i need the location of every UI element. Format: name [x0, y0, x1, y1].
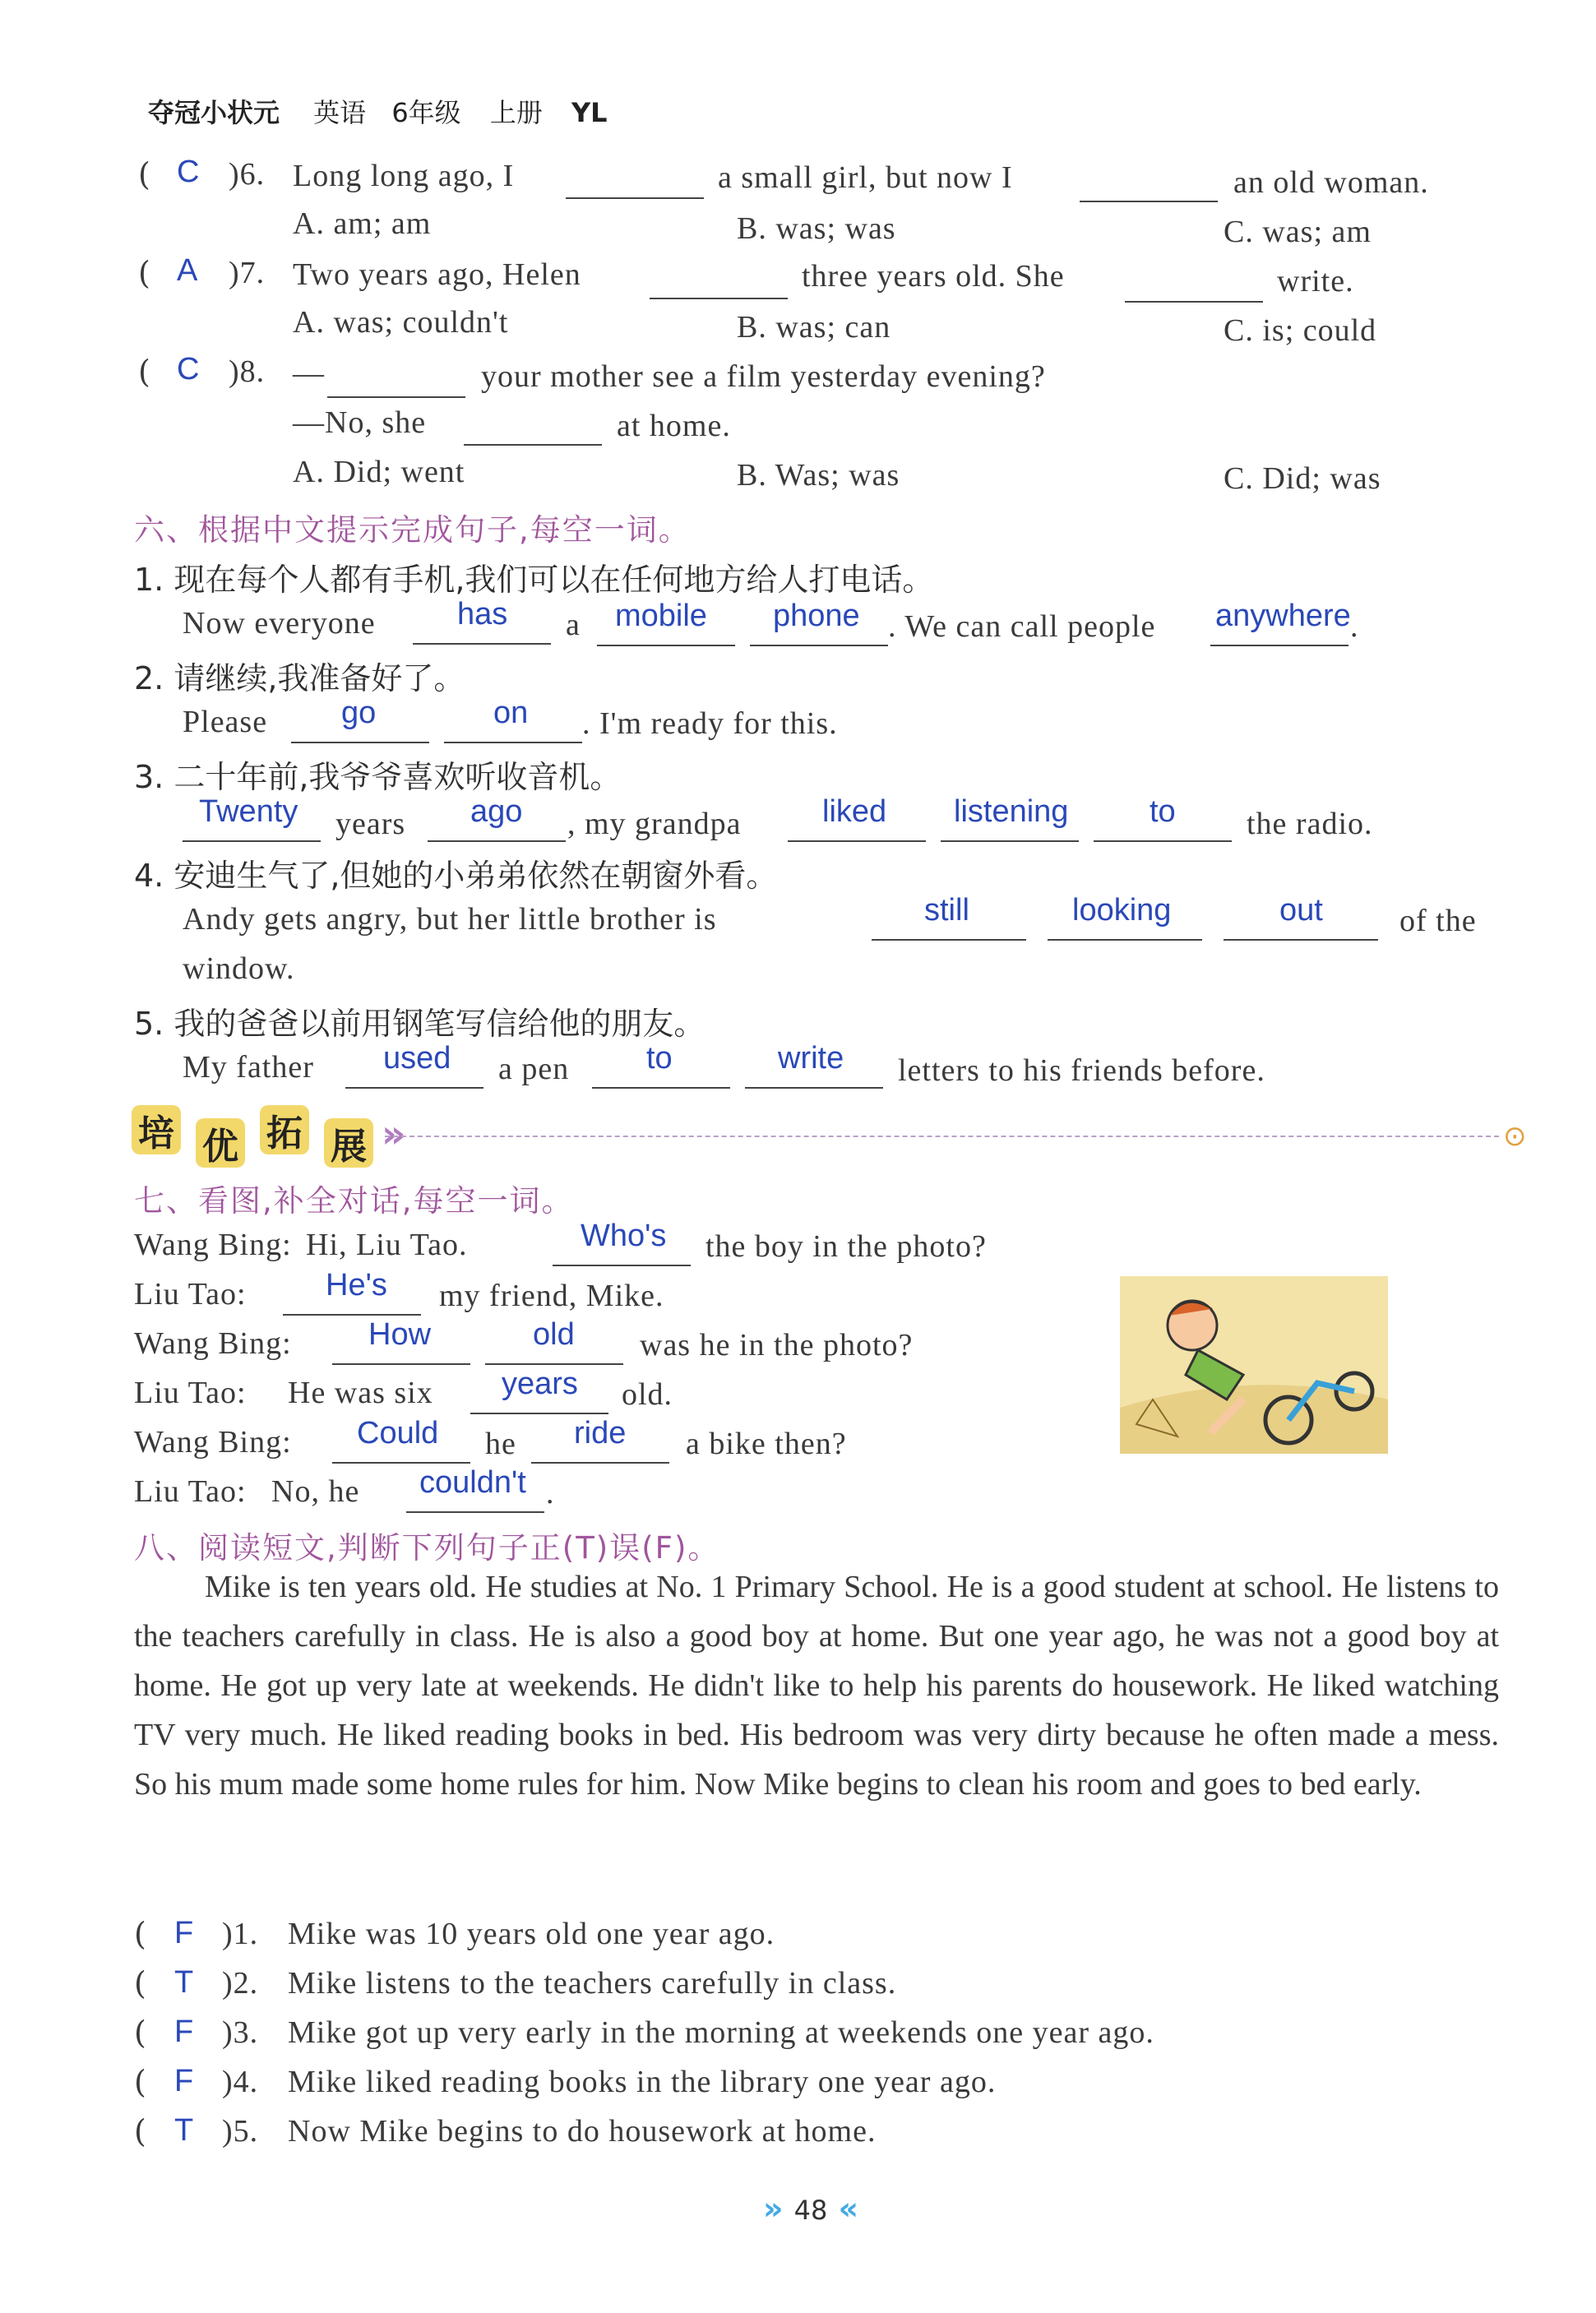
- s7-l4-speaker: Liu Tao:: [134, 1376, 247, 1410]
- q8-stem-b: your mother see a film yesterday evening?: [481, 359, 1046, 394]
- s6-q1-answer-2: mobile: [615, 599, 707, 633]
- q8-stem-a: —: [293, 356, 325, 391]
- s7-l3-blank-2[interactable]: [485, 1363, 623, 1365]
- q8-answer: C: [177, 352, 200, 386]
- s6-q4-answer-2: looking: [1072, 893, 1172, 928]
- boy-falling-off-bike-illustration: [1120, 1276, 1388, 1454]
- s8-item2-text: Mike listens to the teachers carefully in class.: [288, 1966, 897, 2001]
- footer-left-chevron-icon: »: [763, 2190, 784, 2227]
- s8-item1-answer: F: [174, 1916, 194, 1950]
- q6-stem-b: a small girl, but now I: [718, 160, 1013, 195]
- s6-q1-text-2: a: [566, 608, 581, 642]
- s7-l3-text-1: was he in the photo?: [640, 1328, 914, 1362]
- q8-blank-2[interactable]: [464, 444, 602, 446]
- s6-q4-text-2: of the: [1399, 904, 1477, 938]
- s7-l1-text-1: Hi, Liu Tao.: [306, 1228, 468, 1262]
- q6-number: )6.: [229, 157, 266, 192]
- s6-q1-answer-4: anywhere: [1215, 599, 1351, 633]
- q8-blank-1[interactable]: [327, 396, 465, 398]
- s6-q3-blank-4[interactable]: [941, 840, 1079, 842]
- s6-q2-answer-2: on: [493, 696, 529, 730]
- s7-l4-text-2: old.: [622, 1377, 673, 1412]
- s6-q3-blank-5[interactable]: [1094, 840, 1232, 842]
- s7-l3-blank-1[interactable]: [332, 1363, 470, 1365]
- page-footer: [763, 2190, 858, 2227]
- s6-q5-text-2: a pen: [498, 1052, 570, 1086]
- s7-l3-speaker: Wang Bing:: [134, 1326, 292, 1361]
- s6-q1-blank-2[interactable]: [597, 645, 735, 646]
- s6-q5-answer-3: write: [778, 1041, 844, 1076]
- s8-item4-bracket: (: [134, 2064, 146, 2100]
- section7-title: 七、看图,补全对话,每空一词。: [134, 1183, 574, 1219]
- q6-bracket-open: (: [138, 156, 150, 192]
- q8-option-c: C. Did; was: [1224, 461, 1381, 496]
- s8-item2-number: )2.: [222, 1966, 259, 2001]
- q8-line2-a: —No, she: [293, 405, 427, 440]
- s6-q5-chinese: 5. 我的爸爸以前用钢笔写信给他的朋友。: [134, 1006, 705, 1042]
- s6-q3-text-1: years: [335, 807, 406, 841]
- s7-l6-text-1: No, he: [271, 1474, 360, 1509]
- subject: 英语: [313, 97, 367, 128]
- s7-l1-blank-1[interactable]: [553, 1265, 691, 1266]
- s6-q1-text-4: .: [1350, 609, 1359, 644]
- q8-option-b: B. Was; was: [737, 458, 900, 493]
- q6-blank-1[interactable]: [566, 197, 704, 199]
- s7-l2-text-1: my friend, Mike.: [439, 1279, 664, 1313]
- s6-q1-blank-4[interactable]: [1210, 645, 1349, 646]
- banner-arrows-icon: »: [382, 1112, 406, 1156]
- s6-q4-blank-1[interactable]: [872, 939, 1026, 941]
- s8-item1-bracket: (: [134, 1916, 146, 1952]
- s6-q3-chinese: 3. 二十年前,我爷爷喜欢听收音机。: [134, 759, 622, 795]
- s6-q2-answer-1: go: [341, 696, 377, 730]
- banner-char-2: 优: [196, 1118, 245, 1168]
- s6-q5-blank-3[interactable]: [745, 1087, 883, 1089]
- q6-option-b: B. was; was: [737, 211, 896, 246]
- s7-l3-answer-2: old: [533, 1317, 575, 1352]
- s6-q3-text-2: , my grandpa: [567, 807, 742, 841]
- banner-dashed-line: [385, 1136, 1499, 1137]
- s7-l6-speaker: Liu Tao:: [134, 1474, 247, 1509]
- reading-passage: [134, 1562, 1499, 1809]
- s8-item1-number: )1.: [222, 1917, 259, 1951]
- s6-q5-text-1: My father: [183, 1050, 314, 1085]
- s8-item1-text: Mike was 10 years old one year ago.: [288, 1917, 775, 1951]
- s6-q1-blank-3[interactable]: [750, 645, 888, 646]
- s6-q4-text-3: window.: [183, 951, 295, 986]
- banner-char-3: 拓: [260, 1105, 309, 1154]
- s8-item3-text: Mike got up very early in the morning at weekends one year ago.: [288, 2015, 1154, 2050]
- s6-q4-answer-1: still: [924, 893, 969, 928]
- q7-stem-a: Two years ago, Helen: [293, 257, 581, 292]
- s6-q3-answer-2: ago: [470, 794, 523, 829]
- s8-item5-answer: T: [174, 2113, 194, 2148]
- s6-q4-blank-2[interactable]: [1048, 939, 1202, 941]
- q7-answer: A: [177, 253, 198, 288]
- s8-item5-bracket: (: [134, 2113, 146, 2149]
- s6-q5-answer-2: to: [646, 1041, 673, 1076]
- s8-item5-number: )5.: [222, 2114, 259, 2149]
- q8-number: )8.: [229, 354, 266, 389]
- s6-q1-blank-1[interactable]: [413, 643, 551, 645]
- q7-option-a: A. was; couldn't: [293, 305, 509, 340]
- s6-q3-blank-3[interactable]: [788, 840, 926, 842]
- s7-l1-speaker: Wang Bing:: [134, 1228, 292, 1262]
- s6-q3-answer-3: liked: [822, 794, 887, 829]
- s8-item4-text: Mike liked reading books in the library one year ago.: [288, 2065, 997, 2099]
- s7-l4-blank-1[interactable]: [470, 1413, 608, 1414]
- s7-l5-blank-1[interactable]: [332, 1462, 470, 1464]
- s6-q3-answer-1: Twenty: [199, 794, 298, 829]
- q6-option-c: C. was; am: [1224, 215, 1372, 249]
- s8-item4-answer: F: [174, 2064, 194, 2098]
- header-bar: [148, 92, 608, 130]
- s7-l6-text-2: .: [546, 1476, 555, 1510]
- s7-l5-blank-2[interactable]: [531, 1462, 669, 1464]
- q7-option-b: B. was; can: [737, 310, 891, 345]
- s8-item3-number: )3.: [222, 2015, 259, 2050]
- q6-option-a: A. am; am: [293, 206, 432, 241]
- s7-l2-speaker: Liu Tao:: [134, 1277, 247, 1311]
- q7-stem-c: write.: [1277, 264, 1354, 298]
- s6-q1-text-3: . We can call people: [888, 609, 1156, 644]
- s7-l4-answer-1: years: [502, 1367, 578, 1401]
- edition: YL: [571, 97, 608, 128]
- q7-number: )7.: [229, 256, 266, 290]
- s8-item2-answer: T: [174, 1965, 194, 2000]
- q7-stem-b: three years old. She: [802, 259, 1065, 294]
- s6-q4-answer-3: out: [1279, 893, 1323, 928]
- banner-char-1: 培: [132, 1105, 181, 1154]
- passage-text: Mike is ten years old. He studies at No. 1 Primary School. He is a good student at school. He listens to the teachers carefully in class. He is also a good boy at home. But one year ago, he was not a good boy at home. He got up very late at weekends. He didn't like to help his parents do housework. He liked watching TV very much. He liked reading books in bed. His bedroom was very dirty because he often made a mess. So his mum made some home rules for him. Now Mike begins to clean his room and goes to bed early.: [134, 1570, 1499, 1802]
- s8-item2-bracket: (: [134, 1965, 146, 2001]
- s6-q2-chinese: 2. 请继续,我准备好了。: [134, 660, 465, 696]
- q6-blank-2[interactable]: [1080, 201, 1218, 202]
- s7-l1-text-2: the boy in the photo?: [705, 1229, 987, 1264]
- footer-right-chevron-icon: «: [838, 2190, 859, 2227]
- s6-q5-blank-2[interactable]: [592, 1087, 730, 1089]
- banner-end-icon: ⊙: [1503, 1120, 1527, 1153]
- s7-l1-answer-1: Who's: [581, 1219, 667, 1253]
- s7-l2-blank-1[interactable]: [283, 1314, 421, 1316]
- s6-q1-chinese: 1. 现在每个人都有手机,我们可以在任何地方给人打电话。: [134, 562, 934, 598]
- volume: 上册: [489, 97, 543, 128]
- q8-bracket-open: (: [138, 354, 150, 390]
- s8-item4-number: )4.: [222, 2065, 259, 2099]
- q6-answer: C: [177, 155, 200, 189]
- s6-q3-answer-5: to: [1150, 794, 1176, 829]
- s6-q3-blank-1[interactable]: [183, 840, 321, 842]
- s6-q4-text-1: Andy gets angry, but her little brother is: [183, 902, 717, 937]
- s6-q1-answer-3: phone: [773, 599, 860, 633]
- q6-stem-a: Long long ago, I: [293, 159, 515, 193]
- s7-l5-text-1: he: [485, 1427, 516, 1461]
- s7-l6-answer-1: couldn't: [419, 1465, 526, 1500]
- s6-q2-text-2: . I'm ready for this.: [582, 706, 838, 741]
- q8-option-a: A. Did; went: [293, 455, 465, 489]
- page-number: 48: [793, 2195, 828, 2226]
- s6-q3-text-3: the radio.: [1247, 807, 1373, 841]
- s6-q4-blank-3[interactable]: [1224, 939, 1378, 941]
- s7-l5-answer-2: ride: [574, 1416, 627, 1450]
- section6-title: 六、根据中文提示完成句子,每空一词。: [134, 512, 691, 548]
- s6-q5-text-3: letters to his friends before.: [898, 1053, 1265, 1088]
- q8-line2-b: at home.: [617, 409, 731, 443]
- banner-char-4: 展: [324, 1118, 373, 1168]
- s8-item3-bracket: (: [134, 2015, 146, 2051]
- q7-option-c: C. is; could: [1224, 313, 1377, 348]
- section8-title: 八、阅读短文,判断下列句子正(T)误(F)。: [134, 1530, 720, 1566]
- s7-l5-speaker: Wang Bing:: [134, 1425, 292, 1460]
- s7-l2-answer-1: He's: [326, 1268, 387, 1302]
- q7-blank-2[interactable]: [1125, 301, 1263, 303]
- s6-q4-chinese: 4. 安迪生气了,但她的小弟弟依然在朝窗外看。: [134, 858, 778, 894]
- q6-stem-c: an old woman.: [1233, 165, 1429, 200]
- s7-l5-answer-1: Could: [357, 1416, 439, 1450]
- grade: 6年级: [391, 97, 461, 128]
- s6-q3-blank-2[interactable]: [428, 840, 566, 842]
- s6-q2-blank-2[interactable]: [444, 742, 582, 743]
- q7-blank-1[interactable]: [650, 298, 788, 299]
- s6-q2-text-1: Please: [183, 705, 268, 739]
- s8-item3-answer: F: [174, 2015, 194, 2049]
- s8-item5-text: Now Mike begins to do housework at home.: [288, 2114, 877, 2149]
- series-title: 夺冠小状元: [148, 97, 280, 128]
- s6-q5-blank-1[interactable]: [345, 1087, 483, 1089]
- s6-q1-answer-1: has: [457, 597, 508, 631]
- s6-q3-answer-4: listening: [954, 794, 1069, 829]
- s7-l3-answer-1: How: [368, 1317, 432, 1352]
- q7-bracket-open: (: [138, 255, 150, 291]
- s6-q2-blank-1[interactable]: [291, 742, 429, 743]
- s7-l4-text-1: He was six: [288, 1376, 433, 1410]
- s7-l5-text-2: a bike then?: [686, 1427, 847, 1461]
- s6-q5-answer-1: used: [383, 1041, 451, 1076]
- s7-l6-blank-1[interactable]: [406, 1511, 544, 1513]
- s6-q1-text-1: Now everyone: [183, 606, 376, 641]
